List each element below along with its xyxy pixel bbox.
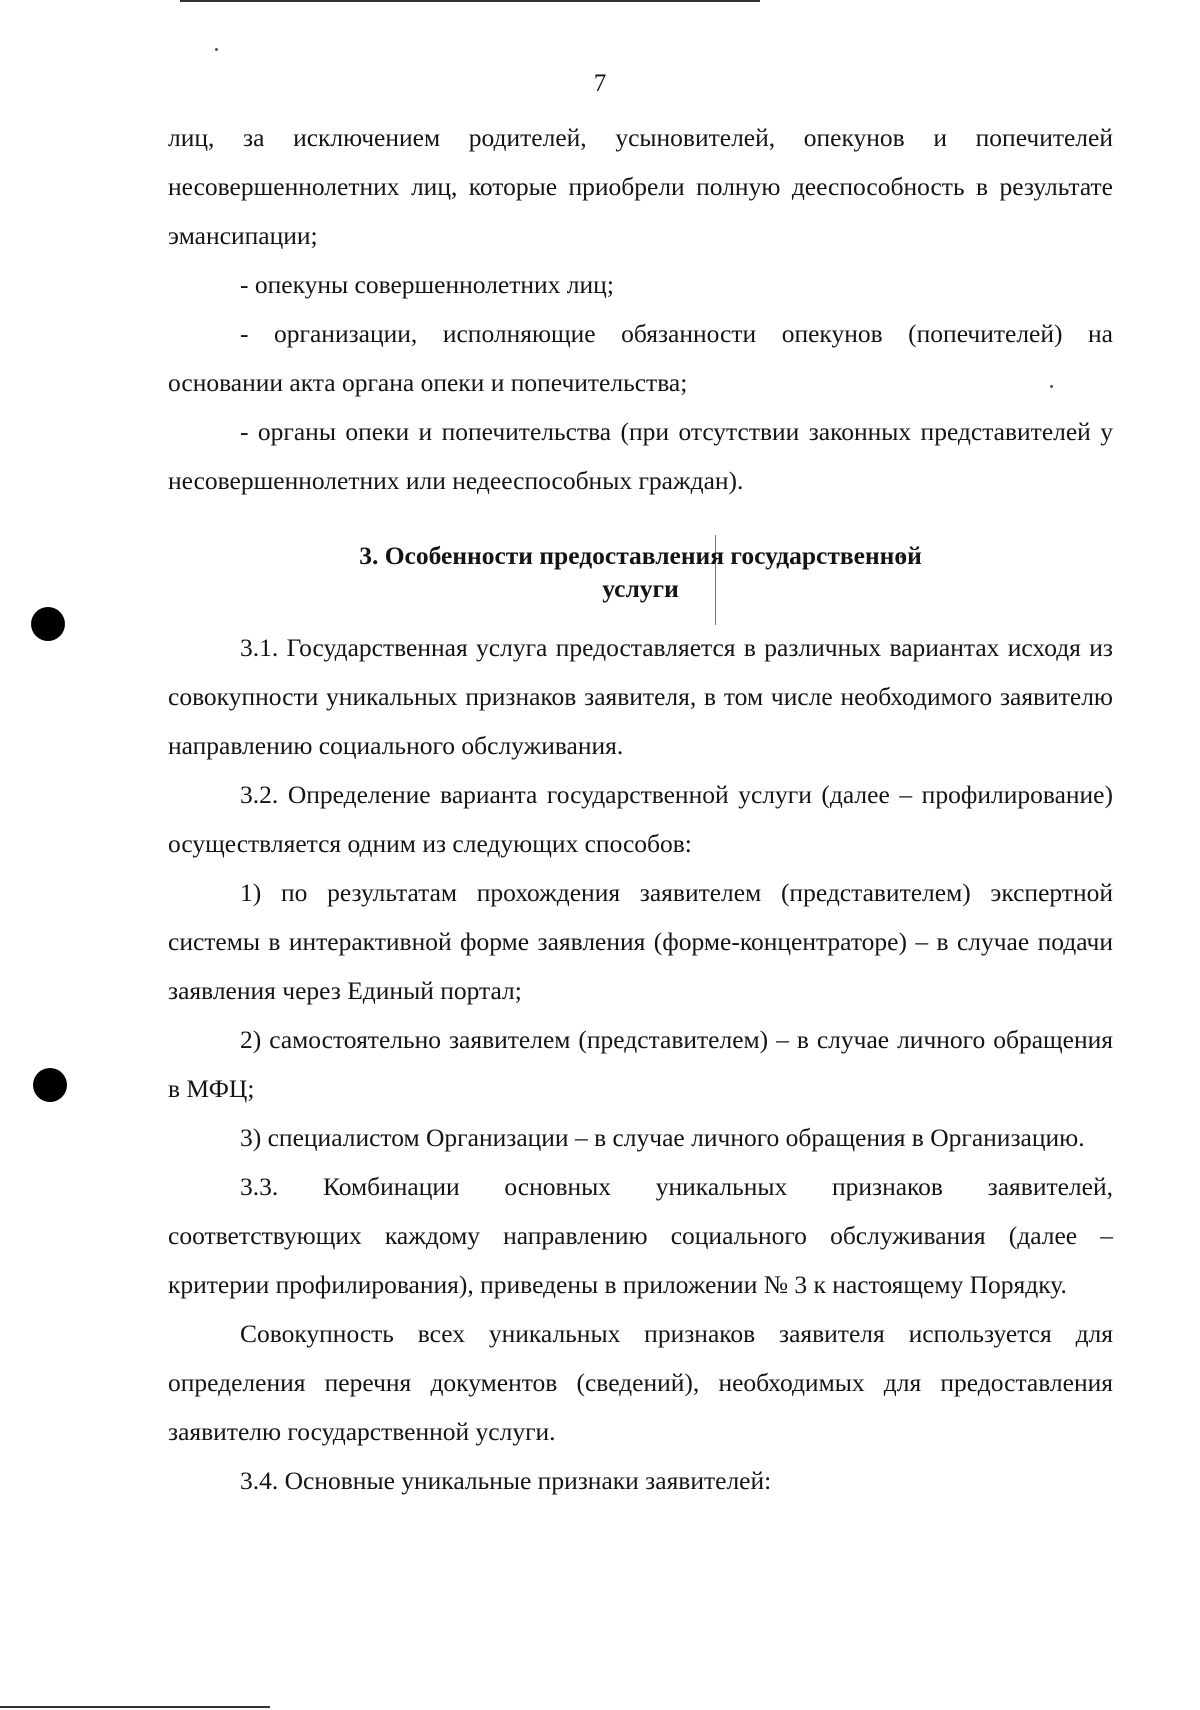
paragraph: лиц, за исключением родителей, усыновителей, опекунов и попечителей несовершеннолетних лиц, которые приобрели полную дееспособность в результате эмансипации; xyxy=(168,123,1113,250)
section-heading-line: 3. Особенности предоставления государственной xyxy=(359,541,922,570)
top-scan-edge xyxy=(180,0,760,2)
scan-speck xyxy=(215,48,218,51)
paragraph: 3.2. Определение варианта государственной услуги (далее – профилирование) осуществляется одним из следующих способов: xyxy=(168,780,1113,858)
punch-hole-lower xyxy=(33,1068,67,1102)
list-item: 1) по результатам прохождения заявителем (представителем) экспертной системы в интерактивной форме заявления (форме-концентраторе) – в случае подачи заявления через Единый портал; xyxy=(168,878,1113,1005)
section-heading-line: услуги xyxy=(602,574,679,603)
section-heading xyxy=(168,539,1113,605)
paragraph: Совокупность всех уникальных признаков заявителя используется для определения перечня документов (сведений), необходимых для предоставления заявителю государственной услуги. xyxy=(168,1319,1113,1446)
page-number: 7 xyxy=(593,70,607,97)
bottom-scan-edge xyxy=(0,1706,270,1708)
paragraph: 3.4. Основные уникальные признаки заявителей: xyxy=(240,1466,772,1495)
list-item: 2) самостоятельно заявителем (представителем) – в случае личного обращения в МФЦ; xyxy=(168,1025,1113,1103)
document-body xyxy=(168,113,1113,1505)
list-item: 3) специалистом Организации – в случае личного обращения в Организацию. xyxy=(240,1123,1085,1152)
punch-hole-upper xyxy=(31,607,65,641)
paragraph: 3.1. Государственная услуга предоставляется в различных вариантах исходя из совокупности уникальных признаков заявителя, в том числе необходимого заявителю направлению социального обслуживания. xyxy=(168,633,1113,760)
list-item: - органы опеки и попечительства (при отсутствии законных представителей у несовершеннолетних или недееспособных граждан). xyxy=(168,417,1113,495)
list-item: - опекуны совершеннолетних лиц; xyxy=(240,270,614,299)
list-item: - организации, исполняющие обязанности опекунов (попечителей) на основании акта органа опеки и попечительства; xyxy=(168,319,1113,397)
paragraph: 3.3. Комбинации основных уникальных признаков заявителей, соответствующих каждому направлению социального обслуживания (далее – критерии профилирования), приведены в приложении № 3 к настоящему Порядку. xyxy=(168,1172,1113,1299)
